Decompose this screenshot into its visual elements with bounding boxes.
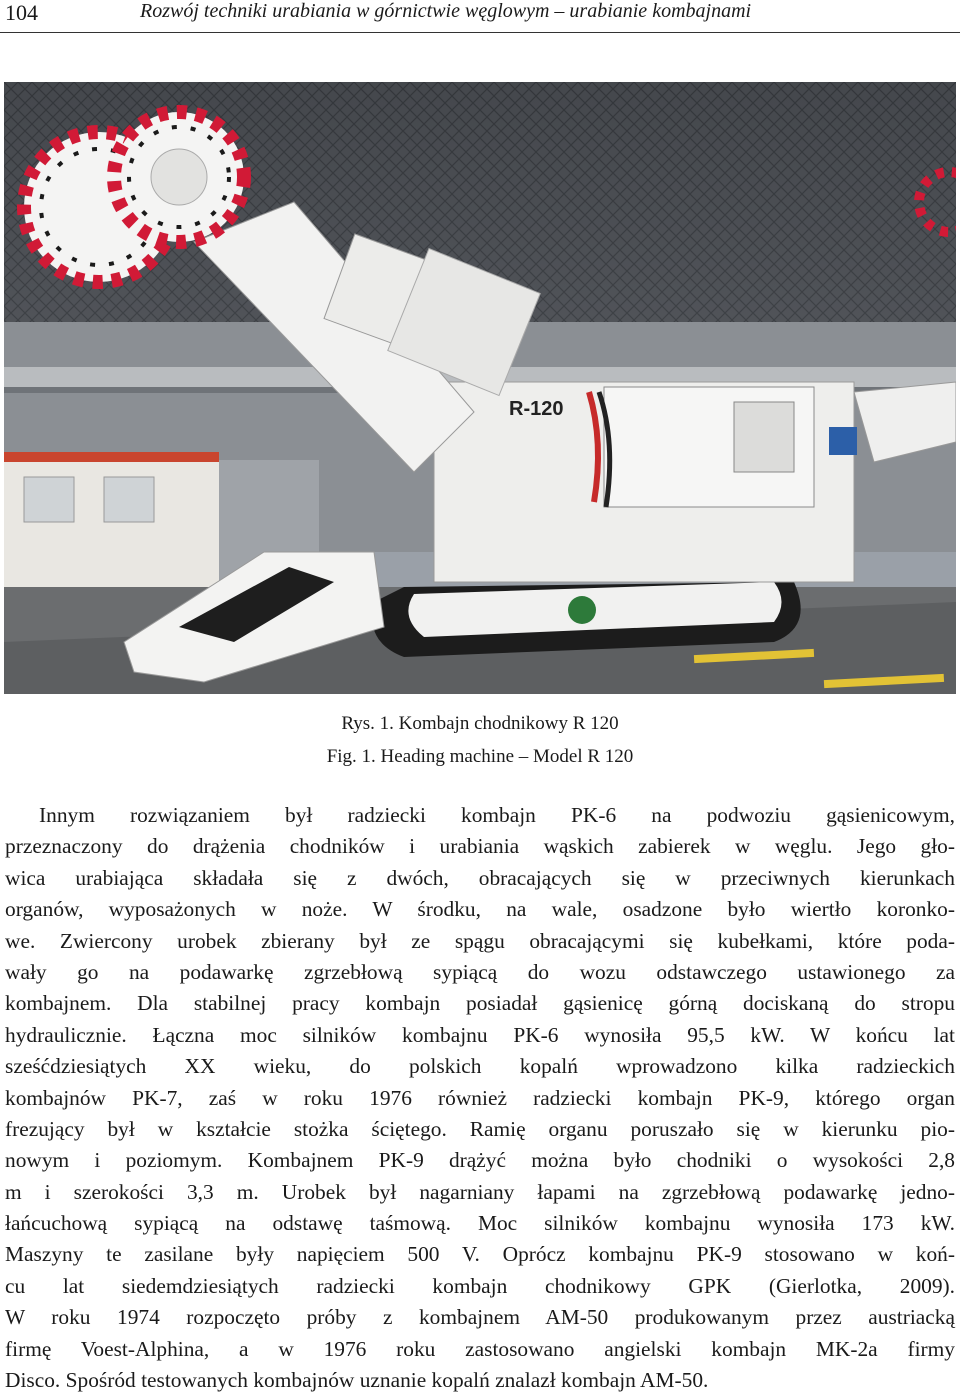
page-header xyxy=(0,0,960,36)
page-number: 104 xyxy=(5,0,38,25)
paragraph-line: nowym i poziomym. Kombajnem PK-9 drążyć można było chodniki o wysokości 2,8 xyxy=(5,1148,955,1173)
paragraph-line: Disco. Spośród testowanych kombajnów uznanie kopalń znalazł kombajn AM-50. xyxy=(5,1368,709,1393)
paragraph-line: we. Zwiercony urobek zbierany był ze spągu obracającymi się kubełkami, które poda- xyxy=(5,928,955,953)
body-paragraph xyxy=(5,800,955,1396)
paragraph-line: frezujący był w kształcie stożka ściętego. Ramię organu poruszało się w kierunku pio- xyxy=(5,1116,955,1141)
paragraph-line: sześćdziesiątych XX wieku, do polskich kopalń wprowadzono kilka radzieckich xyxy=(5,1054,955,1079)
paragraph-line: Maszyny te zasilane były napięciem 500 V. Oprócz kombajnu PK-9 stosowano w koń- xyxy=(5,1242,955,1267)
machine-label: R-120 xyxy=(509,398,564,420)
paragraph-line: przeznaczony do drążenia chodników i urabiania wąskich zabierek w węglu. Jego gło- xyxy=(5,834,955,859)
figure-caption-en: Fig. 1. Heading machine – Model R 120 xyxy=(326,746,634,767)
paragraph-line: wały go na podawarkę zgrzebłową sypiącą do wozu odstawczego ustawionego za xyxy=(5,959,955,984)
header-rule xyxy=(0,32,960,33)
paragraph-line: wica urabiająca składała się z dwóch, obracających się w przeciwnych kierunkach xyxy=(5,865,955,890)
paragraph-line: hydraulicznie. Łączna moc silników kombajnu PK-6 wynosiła 95,5 kW. W końcu lat xyxy=(5,1022,955,1047)
paragraph-line: cu lat siedemdziesiątych radziecki kombajn chodnikowy GPK (Gierlotka, 2009). xyxy=(5,1273,955,1298)
running-title: Rozwój techniki urabiania w górnictwie węglowym – urabianie kombajnami xyxy=(140,0,752,22)
paragraph-line: m i szerokości 3,3 m. Urobek był nagarniany łapami na zgrzebłową podawarkę jedno- xyxy=(5,1179,955,1204)
paragraph-line: kombajnów PK-7, zaś w roku 1976 również radziecki kombajn PK-9, którego organ xyxy=(5,1085,955,1110)
paragraph-line: Innym rozwiązaniem był radziecki kombajn PK-6 na podwoziu gąsienicowym, xyxy=(39,803,955,827)
paragraph-line: kombajnem. Dla stabilnej pracy kombajn posiadał gąsienicę górną dociskaną do stropu xyxy=(5,991,955,1016)
paragraph-line: łańcuchową sypiącą na odstawę taśmową. Moc silników kombajnu wynosiła 173 kW. xyxy=(5,1211,955,1236)
paragraph-line: organów, wyposażonych w noże. W środku, na wale, osadzone było wiertło koronko- xyxy=(5,897,955,922)
paragraph-line: W roku 1974 rozpoczęto próby z kombajnem AM-50 produkowanym przez austriacką xyxy=(5,1305,955,1330)
figure-caption-pl: Rys. 1. Kombajn chodnikowy R 120 xyxy=(341,713,619,734)
paragraph-line: firmę Voest-Alphina, a w 1976 roku zastosowano angielski kombajn MK-2a firmy xyxy=(5,1336,955,1361)
figure-photo-heading-machine xyxy=(4,82,956,694)
